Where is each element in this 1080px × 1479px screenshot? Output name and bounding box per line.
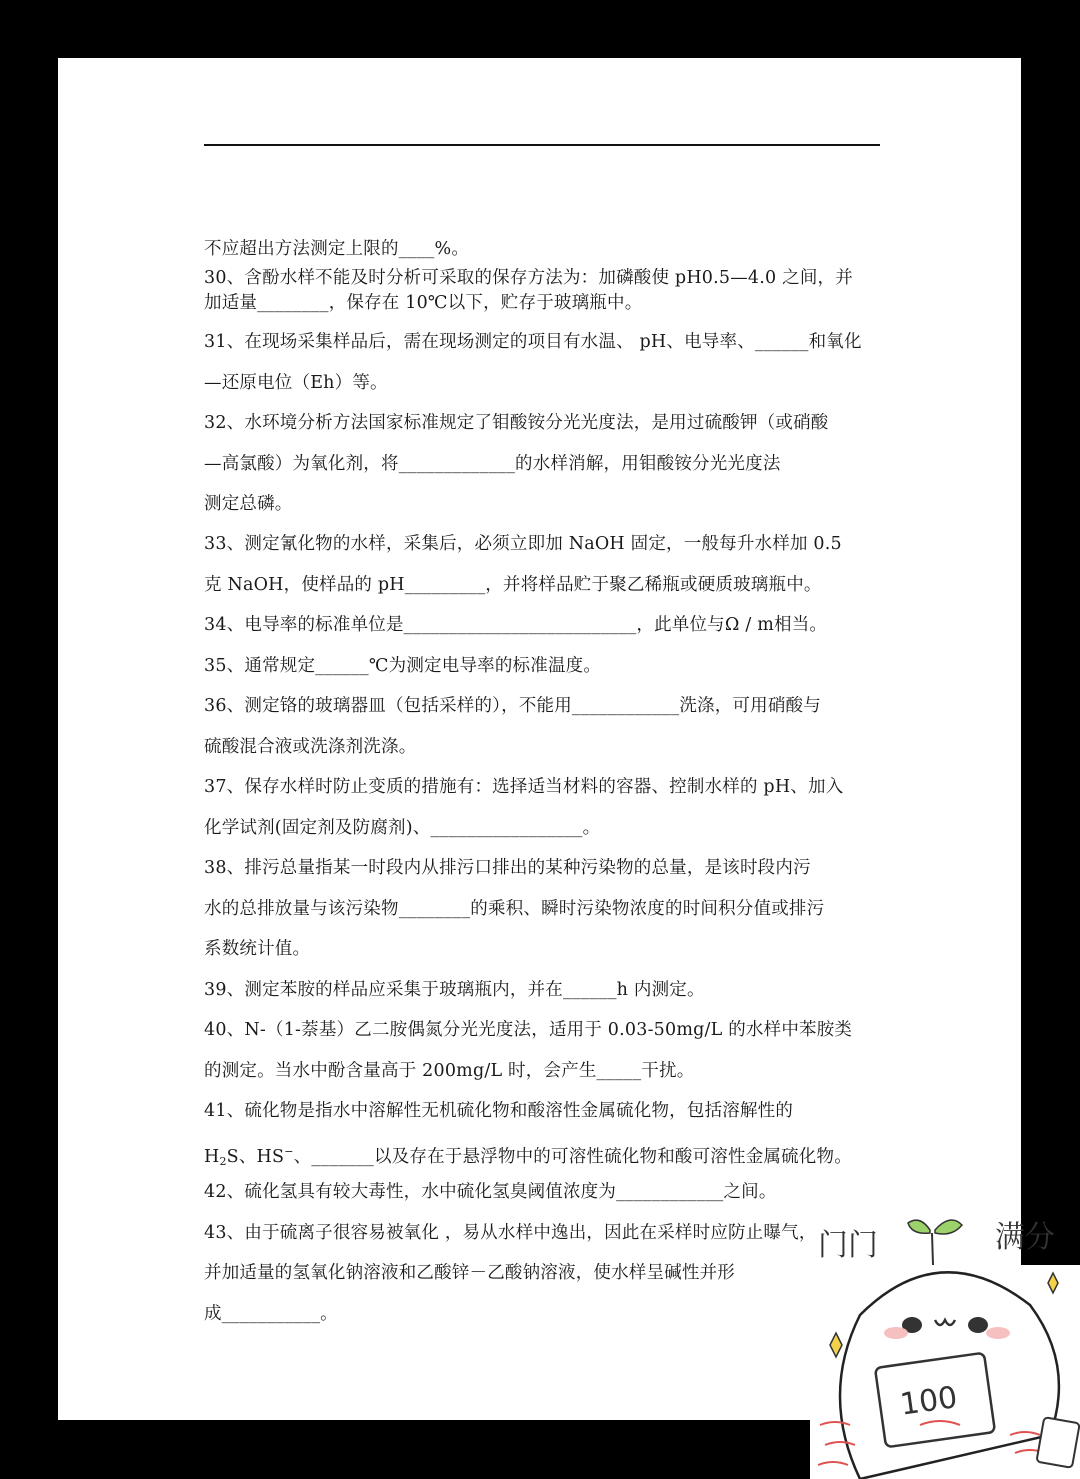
text-line: 加适量________，保存在 10℃以下，贮存于玻璃瓶中。 bbox=[204, 293, 643, 313]
formula-rest: S、HS bbox=[226, 1147, 285, 1167]
formula-subscript: 2 bbox=[219, 1155, 227, 1168]
formula-h: H bbox=[204, 1147, 220, 1167]
mascot-sticker-icon bbox=[800, 1195, 1080, 1479]
text-line: 31、在现场采集样品后，需在现场测定的项目有水温、 pH、电导率、______和氧化 bbox=[204, 332, 862, 352]
sticker-paper-text: 100 bbox=[897, 1380, 960, 1423]
text-line: 并加适量的氢氧化钠溶液和乙酸锌－乙酸钠溶液，使水样呈碱性并形 bbox=[204, 1263, 735, 1283]
text-line: 42、硫化氢具有较大毒性，水中硫化氢臭阈值浓度为____________之间。 bbox=[204, 1182, 777, 1202]
text-line: —高氯酸）为氧化剂，将_____________的水样消解，用钼酸铵分光光度法 bbox=[204, 454, 781, 474]
text-line: 水的总排放量与该污染物________的乘积、瞬时污染物浓度的时间积分值或排污 bbox=[204, 899, 825, 919]
text-line: 30、含酚水样不能及时分析可采取的保存方法为：加磷酸使 pH0.5—4.0 之间，并 bbox=[204, 268, 853, 288]
text-line: 41、硫化物是指水中溶解性无机硫化物和酸溶性金属硫化物，包括溶解性的 bbox=[204, 1101, 794, 1121]
text-line: 35、通常规定______℃为测定电导率的标准温度。 bbox=[204, 656, 602, 676]
text-line: 36、测定铬的玻璃器皿（包括采样的），不能用____________洗涤，可用硝酸与 bbox=[204, 696, 821, 716]
text-line: 不应超出方法测定上限的____%。 bbox=[204, 239, 470, 259]
text-line: 33、测定氰化物的水样，采集后，必须立即加 NaOH 固定，一般每升水样加 0.5 bbox=[204, 534, 842, 554]
text-line: 测定总磷。 bbox=[204, 494, 293, 514]
text-line: 34、电导率的标准单位是__________________________，此单位与Ω / m相当。 bbox=[204, 615, 828, 635]
text-line: 39、测定苯胺的样品应采集于玻璃瓶内，并在______h 内测定。 bbox=[204, 980, 705, 1000]
text-line: —还原电位（Eh）等。 bbox=[204, 373, 388, 393]
text-line: 化学试剂(固定剂及防腐剂)、_________________。 bbox=[204, 818, 601, 838]
formula-superscript: − bbox=[284, 1145, 294, 1158]
text-line: 成___________。 bbox=[204, 1304, 338, 1324]
text-line: 的测定。当水中酚含量高于 200mg/L 时，会产生_____干扰。 bbox=[204, 1061, 695, 1081]
text-line: 38、排污总量指某一时段内从排污口排出的某种污染物的总量，是该时段内污 bbox=[204, 858, 811, 878]
text-line: 40、N-（1-萘基）乙二胺偶氮分光光度法，适用于 0.03-50mg/L 的水样中苯胺类 bbox=[204, 1020, 853, 1040]
text-line: 37、保存水样时防止变质的措施有：选择适当材料的容器、控制水样的 pH、加入 bbox=[204, 777, 844, 797]
text-line: 系数统计值。 bbox=[204, 939, 311, 959]
sticker-text-right: 满分 bbox=[995, 1220, 1055, 1255]
header-rule bbox=[204, 144, 880, 146]
text-line: 硫酸混合液或洗涤剂洗涤。 bbox=[204, 737, 417, 757]
text-line-formula bbox=[204, 1140, 894, 1174]
text-line: 43、由于硫离子很容易被氧化 ，易从水样中逸出，因此在采样时应防止曝气， bbox=[204, 1223, 817, 1243]
text-line: 32、水环境分析方法国家标准规定了钼酸铵分光光度法，是用过硫酸钾（或硝酸 bbox=[204, 413, 829, 433]
formula-tail: 、_______以及存在于悬浮物中的可溶性硫化物和酸可溶性金属硫化物。 bbox=[293, 1147, 852, 1167]
text-line: 克 NaOH，使样品的 pH_________，并将样品贮于聚乙稀瓶或硬质玻璃瓶中。 bbox=[204, 575, 822, 595]
sticker-text-left: 门门 bbox=[818, 1228, 878, 1263]
